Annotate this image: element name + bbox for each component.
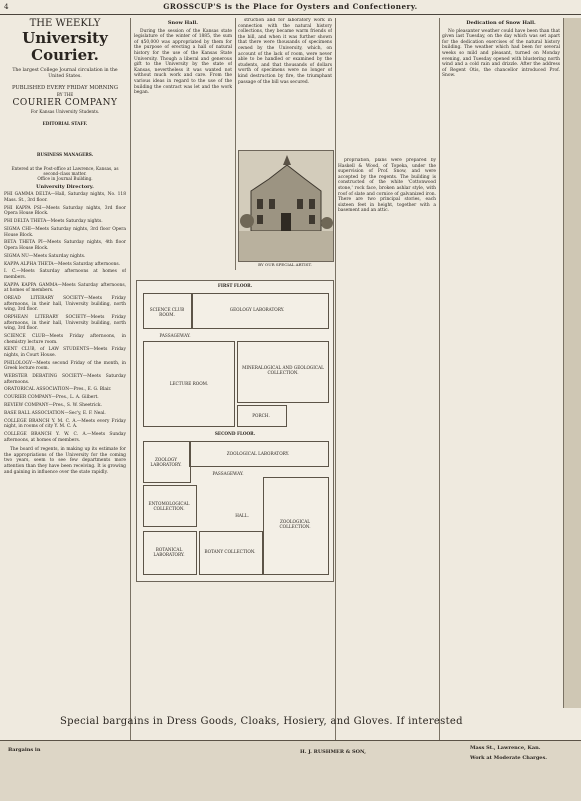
masthead-for: For Kansas University Students. (30, 109, 100, 115)
directory-entry: COURIER COMPANY—Pres., L. A. Gilbert. (4, 395, 99, 401)
editorial-staff-label: EDITORIAL STAFF. (42, 120, 88, 126)
column-dedication (442, 18, 560, 740)
room-label: BOTANY COLLECTION. (204, 549, 256, 554)
masthead-the: THE WEEKLY (29, 18, 101, 29)
first-floor-label: FIRST FLOOR. (217, 283, 253, 288)
footer-left: Bargains in (8, 747, 41, 753)
snow-hall-illustration (238, 150, 334, 262)
directory-entry: SCIENCE CLUB—Meets Friday afternoons, in chemistry lecture room. (4, 333, 126, 345)
dedication-title: Dedication of Snow Hall. (466, 20, 536, 26)
directory-entry: OREAD LITERARY SOCIETY—Meets Friday afternoons, in their hall, University building, north wing, 3rd floor. (4, 296, 126, 313)
footer-work: Work at Moderate Charges. (470, 755, 548, 761)
snow-hall-title: Snow Hall. (167, 20, 199, 26)
room-label: ZOOLOGICAL COLLECTION. (279, 519, 311, 529)
column-rule (235, 18, 236, 270)
masthead-company: COURIER COMPANY (12, 98, 118, 109)
column-rule (439, 18, 440, 740)
staff-names-block (4, 126, 126, 152)
directory-entry: SIGMA NU—Meets Saturday nights. (4, 253, 86, 259)
room-label: BOTANICAL LABORATORY. (153, 547, 185, 557)
floor-plan (136, 280, 334, 582)
column-4-text (338, 158, 436, 740)
column-3-paragraph: struction and for laboratory work in connection with the natural history collections, they became warm friends of the bill, and when it was further shown that there were thousands of specimens owned by the University, which, on account of the lack of room, were never able to be handled or examined by the students, and that thousands of dollars worth of specimens were no longer of kind destruction by fire, the triumphant passage of the bill was secured. (238, 18, 332, 85)
room-label: PASSAGEWAY. (159, 333, 191, 338)
directory-entry: WEBSTER DEBATING SOCIETY—Meets Saturday afternoons. (4, 374, 126, 385)
directory-title: University Directory. (36, 183, 94, 190)
directory-entry: KAPPA ALPHA THETA—Meets Saturday afternoons. (4, 261, 121, 267)
room-label: SCIENCE CLUB ROOM. (149, 307, 185, 317)
snow-hall-text: During the session of the Kansas state legislature of the winter of 1885, the sum of $50,000 was appropriated by them for the purpose of erecting a hall of natural history for the use of the Kansas State University. Though a liberal and generous gift to the University by the state of Kansas, nevertheless it was wanted not without much work and care. From the various ideas in regard to the use of the building the contract was let and the work began. (134, 28, 232, 96)
header-slogan: GROSSCUP'S is the Place for Oysters and Confectionery. (163, 2, 418, 11)
footer-strip (0, 740, 581, 801)
room-label: PORCH. (252, 413, 270, 418)
column-4-paragraph: propriation, plans were prepared by Haskell & Wood, of Topeka, under the supervision of Prof. Snow, and were accepted by the regents. The building is constructed of the white 'Cottonwood stone,' rock face, broken ashlar style, with roof of slate and cornice of galvanized iron. There are two principal stories, each sixteen feet in height, together with a basement and an attic. (338, 158, 436, 214)
entered-notice: Entered at the Post-office at Lawrence, Kansas, as second-class matter. (11, 165, 119, 177)
directory-entry: SIGMA CHI—Meets Saturday nights, 3rd floor Opera House Block. (4, 226, 126, 238)
room-label: MINERALOGICAL AND GEOLOGICAL COLLECTION. (242, 365, 324, 375)
room-label: PASSAGEWAY. (212, 471, 244, 476)
directory-entry: BASE BALL ASSOCIATION—Sec'y, E. F. Neal. (4, 410, 106, 416)
footer-address: Mass St., Lawrence, Kan. (470, 745, 541, 751)
masthead-published: PUBLISHED EVERY FRIDAY MORNING (12, 85, 118, 91)
room-label: LECTURE ROOM. (169, 381, 209, 386)
masthead (4, 18, 126, 182)
directory-entry: COLLEGE BRANCH Y. M. C. A.—Meets every Friday night, in rooms of city Y. M. C. A. (4, 418, 126, 430)
directory-entry: ORATORICAL ASSOCIATION—Pres., E. G. Blair. (4, 387, 112, 393)
building-drawing (239, 151, 333, 261)
room-label: ENTOMOLOGICAL COLLECTION. (148, 501, 190, 511)
directory-entry: PHI KAPPA PSI—Meets Saturday nights, 3rd floor Opera House Block. (4, 205, 126, 217)
regents-paragraph: The board of regents, in making up its estimate for the appropriations of the University for the coming two years, seem to see few departments more attention than they have been receiving. It is growing and gaining in influence over the state rapidly. (4, 447, 126, 475)
office-notice: Office in Journal Building. (37, 176, 93, 182)
managers-names-block (4, 158, 126, 166)
directory-list (4, 192, 126, 443)
directory-entry: KAPPA KAPPA GAMMA—Meets Saturday afternoons, at homes of members. (4, 282, 126, 294)
page-header (0, 0, 581, 15)
dedication-text: No pleasanter weather could have been than that given last Tuesday, on the day which was set apart for the dedication exercises of the natural history building. The weather which had been for several weeks so mild and pleasant, turned on Monday evening, and Tuesday opened with blustering north wind and a cold rain and drizzle. After the address of Regent Otis, the chancellor introduced Prof. Snow. (442, 28, 560, 79)
room-label: ZOOLOGICAL LABORATORY. (226, 451, 290, 456)
directory-entry: REVIEW COMPANY—Pres., S. W. Sheetrick. (4, 403, 102, 409)
directory-entry: I. C.—Meets Saturday afternoons at homes of members. (4, 269, 126, 280)
directory-entry: BETA THETA PI—Meets Saturday nights, 4th floor Opera House Block. (4, 240, 126, 251)
masthead-title: University Courier. (22, 29, 108, 64)
directory-entry: PHILOLOGY—Meets second Friday of the month, in Greek lecture room. (4, 360, 126, 372)
footer-company: H. J. RUSHMER & SON, (300, 749, 366, 755)
masthead-subtitle: The largest College Journal circulation in the United States. (12, 68, 118, 79)
room-label: ZOOLOGY LABORATORY. (150, 457, 182, 467)
adjacent-page-edge (563, 18, 581, 708)
column-3-text (238, 18, 332, 145)
illustration-caption: BY OUR SPECIAL ARTIST. (258, 262, 312, 267)
directory-entry: ORPHEAN LITERARY SOCIETY—Meets Friday afternoons, in their hall, University building, north wing, 3rd floor. (4, 315, 126, 332)
room-label: HALL. (235, 513, 249, 518)
directory-entry: COLLEGE BRANCH Y. W. C. A.—Meets Sunday afternoons, at homes of members. (4, 431, 126, 443)
masthead-by: BY THE (56, 92, 74, 97)
room-label: GEOLOGY LABORATORY. (229, 307, 285, 312)
directory-entry: PHI DELTA THETA—Meets Saturday nights. (4, 219, 103, 225)
page-number: 4 (4, 2, 10, 11)
column-masthead (4, 18, 126, 740)
column-rule (335, 18, 336, 740)
column-snow-hall (134, 18, 232, 270)
second-floor-label: SECOND FLOOR. (214, 431, 256, 436)
directory-entry: KENT CLUB, of LAW STUDENTS—Meets Friday nights, in Court House. (4, 347, 126, 358)
business-managers-label: BUSINESS MANAGERS. (36, 152, 94, 158)
column-rule (130, 18, 131, 740)
advertisement-banner: Special bargains in Dress Goods, Cloaks, Hosiery, and Gloves. If interested (60, 716, 463, 727)
directory-entry: PHI GAMMA DELTA—Hall, Saturday nights, No. 118 Mass. St., 3rd floor. (4, 192, 126, 204)
